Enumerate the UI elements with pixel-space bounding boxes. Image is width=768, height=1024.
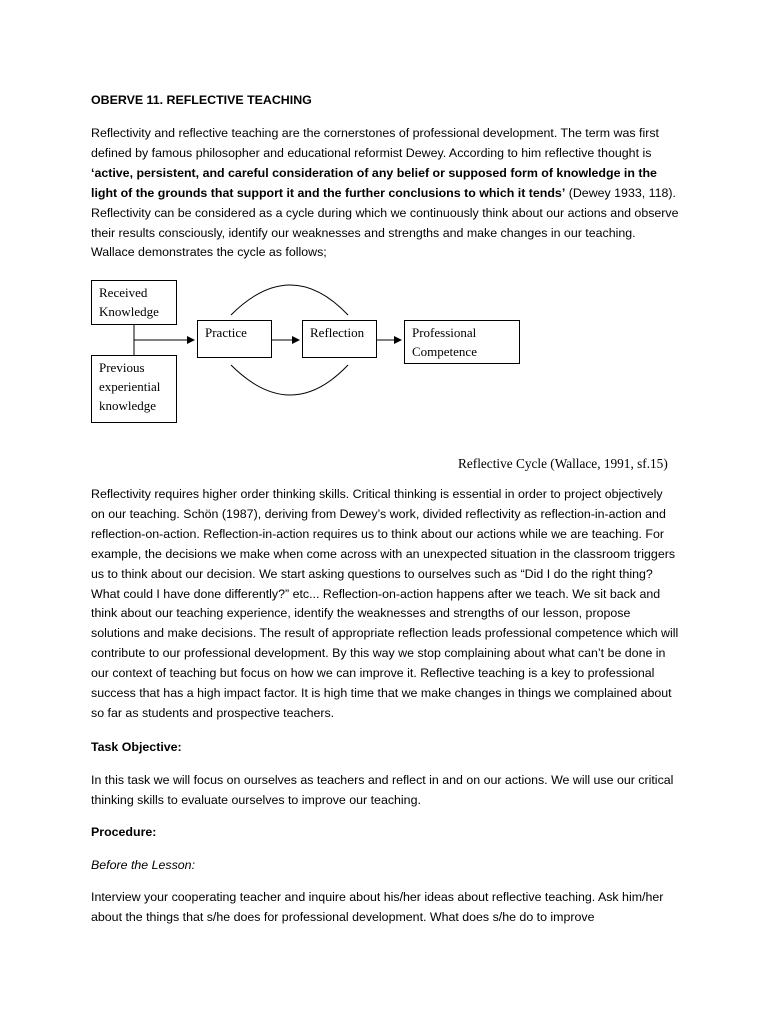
body-paragraph: Reflectivity requires higher order thinking skills. Critical thinking is essential in order to project objectively on our teaching. Schön (1987), deriving from Dewey’s work, divided reflectivity as reflection-in-action and reflection-on-action. Reflection-in-action requires us to think about our actions while we are teaching. For example, the decisions we make when come across with an unexpected situation in the classroom triggers us to think about our decision. We start asking questions to ourselves such as “Did I do the right thing? What could I have done differently?” etc... Reflection-on-action happens after we teach. We sit back and think about our teaching experience, identify the weaknesses and strengths of our lesson, propose solutions and make decisions. The result of appropriate reflection leads professional competence which will contribute to our professional development. By this way we stop complaining about what can’t be done in our context of teaching but focus on how we can improve it. Reflective teaching is a key to professional success that has a high impact factor. It is high time that we make changes in things we complained about so far as students and prospective teachers. bbox=[91, 487, 679, 720]
before-lesson-label: Before the Lesson: bbox=[91, 858, 196, 872]
practice-box: Practice bbox=[197, 320, 272, 358]
interview-paragraph: Interview your cooperating teacher and inquire about his/her ideas about reflective teaching. Ask him/her about the things that s/he does for professional development. What does s/he do to improve bbox=[91, 890, 664, 924]
intro-text-1: Reflectivity and reflective teaching are the cornerstones of professional development. The term was first defined by famous philosopher and educational reformist Dewey. According to him reflective thought is bbox=[91, 126, 659, 160]
intro-paragraph bbox=[91, 124, 679, 263]
page-title: OBERVE 11. REFLECTIVE TEACHING bbox=[91, 93, 312, 107]
cycle-arc-top bbox=[231, 285, 348, 315]
reflection-box: Reflection bbox=[302, 320, 377, 358]
intro-text-2: (Dewey 1933, 118). Reflectivity can be considered as a cycle during which we continuously think about our actions and observe their results consciously, identify our weaknesses and strengths and make changes in our teaching. Wallace demonstrates the cycle as follows; bbox=[91, 185, 679, 260]
reflective-cycle-diagram bbox=[91, 270, 531, 430]
diagram-caption: Reflective Cycle (Wallace, 1991, sf.15) bbox=[458, 456, 668, 471]
received-knowledge-box: Received Knowledge bbox=[91, 280, 177, 325]
task-objective-text: In this task we will focus on ourselves as teachers and reflect in and on our actions. We will use our critical thinking skills to evaluate ourselves to improve our teaching. bbox=[91, 773, 674, 807]
dewey-quote: ‘active, persistent, and careful consideration of any belief or supposed form of knowledge in the light of the grounds that support it and the further conclusions to which it tends’ bbox=[91, 165, 657, 200]
task-objective-label: Task Objective: bbox=[91, 740, 182, 754]
procedure-label: Procedure: bbox=[91, 825, 157, 839]
previous-knowledge-box: Previous experiential knowledge bbox=[91, 355, 177, 423]
cycle-arc-bottom bbox=[231, 365, 348, 395]
professional-competence-box: Professional Competence bbox=[404, 320, 520, 364]
